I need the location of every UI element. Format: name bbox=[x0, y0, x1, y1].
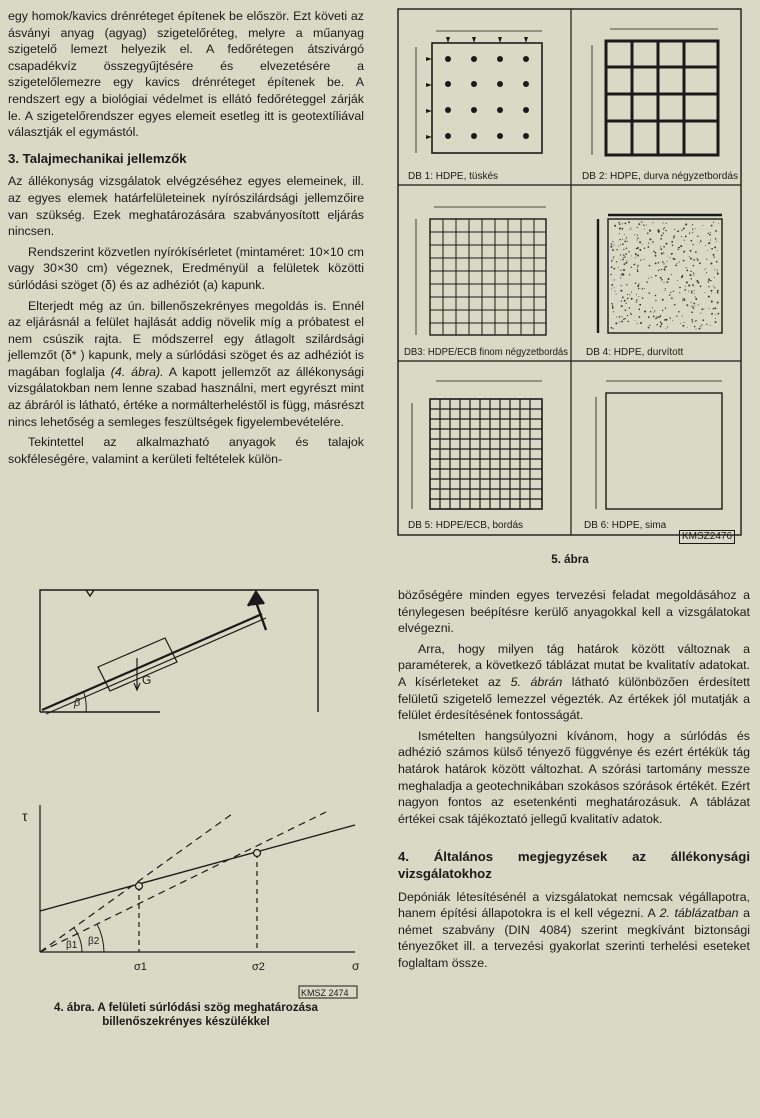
label-tau: τ bbox=[22, 808, 28, 824]
paragraph-parameters: Arra, hogy milyen tág határok között változnak a paraméterek, a következő táblázat mutat be kvalitatív adatokat. A kísérleteket az 5. ábrán látható különbözően érdesített felületű szigetelő lemezzel végezték. Az értékek jól mutatják a felület érdesítésének fontosságát. bbox=[398, 641, 750, 723]
paragraph-landfills: Depóniák létesítésénél a vizsgálatokat nemcsak végállapotra, hanem építési állapotokra is el kell végezni. A 2. táblázatban a német szabvány (DIN 4084) szerint megkívánt biztonsági tényezőket ill. a tervezési gyakorlat szerinti terhelési eseteket foglaltam össze. bbox=[398, 889, 750, 970]
right-text-column bbox=[398, 587, 750, 971]
dashed-line-1 bbox=[40, 814, 232, 952]
section-heading-3: 3. Talajmechanikai jellemzők bbox=[8, 150, 187, 166]
label-beta-1: β1 bbox=[66, 940, 78, 951]
paragraph-each-task: bözőségére minden egyes tervezési feladat megoldásához a ténylegesen beépítésre kerülő anyagokkal kell a vizsgálatokat elvégezni. bbox=[398, 588, 750, 636]
paragraph-shear-intro: Az állékonyság vizsgálatok elvégzéséhez egyes elemeinek, ill. az egyes elemek határfelületeinek nyírószilárdsági jellemzőire van szükség. Ezek meghatározására szabványosított eljárás nincsen. bbox=[8, 174, 364, 239]
panel-db1 bbox=[408, 31, 542, 182]
panel-db2 bbox=[582, 29, 738, 182]
intersection-point-1 bbox=[136, 883, 143, 890]
paragraph-tilt-box: Elterjedt még az ún. billenőszekrényes megoldás is. Ennél az eljárásnál a felület hajlását addig növelik míg a próbatest el nem csúszik rajta. E módszerrel egy átlagolt szilárdsági jellemzőt (δ* ) kapunk, mely a súrlódási szöget és az adhéziót is magában foglalja (4. ábra). A kapott jellemzőt az állékonysági vizsgálatokban nem lenne szabad használni, mert egyrészt mint az ábráról is látható, értéke a normálterheléstől is függ, másrészt nincs lehetőség a semleges feszültségek figyelembevételére. bbox=[8, 298, 365, 429]
figure-5-panels bbox=[396, 7, 746, 547]
solid-line bbox=[40, 825, 355, 911]
paragraph-direct-shear: Rendszerint közvetlen nyírókísérletet (mintaméret: 10×10 cm vagy 30×30 cm) végeznek, Eredményül a felületek közötti súrlódási szöget (δ) és az adhéziót (a) kapunk. bbox=[8, 244, 364, 292]
dashed-line-2 bbox=[40, 812, 326, 952]
label-sigma: σ bbox=[352, 959, 360, 973]
label-beta-2: β2 bbox=[88, 936, 100, 947]
left-text-column bbox=[8, 8, 364, 467]
panel-db4 bbox=[586, 215, 722, 358]
section-heading-4: 4. Általános megjegyzések az állékonysági vizsgálatokhoz bbox=[398, 849, 750, 881]
paragraph-drainage: egy homok/kavics drénréteget építenek be először. Ezt követi az ásványi anyag (agyag) szigetelőréteg, melyre a műanyag szigetelő lemezt helyezik el. A fedőrétegen átszivárgó csapadékvíz összegyűjtésére és elvezetésére a szigetelőlemezre egy kavics drénréteget építenek be. A rendszert egy a biológiai védelmet is ellátó fedőréteggel zárják le. A szigetelőrendszer egyes elemeit esetleg itt is geotextíliával választják el egymástól. bbox=[8, 9, 364, 140]
panel-db3 bbox=[404, 207, 568, 358]
paragraph-variety: Tekintettel az alkalmazható anyagok és talajok sokféleségére, valamint a kerületi feltételek külön- bbox=[8, 435, 364, 466]
beta-arc bbox=[84, 693, 86, 712]
figure-4-caption: 4. ábra. A felületi súrlódási szög meghatározása billenőszekrényes készülékkel bbox=[54, 1001, 318, 1028]
label-g: G bbox=[142, 673, 152, 687]
panel-db6 bbox=[584, 381, 722, 531]
intersection-point-2 bbox=[254, 850, 261, 857]
table-reference: 2. táblázatban bbox=[659, 906, 739, 921]
figure-reference-5: 5. ábrán bbox=[510, 674, 563, 689]
panel-db1-label: DB 1: HDPE, tüskés bbox=[408, 171, 499, 182]
figure-4-code: KMSZ 2474 bbox=[301, 988, 349, 998]
tilted-plate bbox=[42, 614, 262, 710]
paragraph-emphasis: Ismételten hangsúlyozni kívánom, hogy a súrlódás és adhézió számos külső tényező függvénye és ezért értékük tág határok határok között változhat. A szórási tartomány messze meghaladja a geotechnikában szokásos szórások értékét. Ezért nagyon fontos az esetenkénti meghatározásuk. A táblázat értékei csak tájékoztató jellegű kvalitatív adatok. bbox=[398, 728, 750, 826]
figure-reference: (4. ábra). bbox=[110, 364, 164, 379]
panel-db3-label: DB3: HDPE/ECB finom négyzetbordás bbox=[404, 347, 568, 358]
label-beta: β bbox=[74, 697, 81, 709]
panel-db6-label: DB 6: HDPE, sima bbox=[584, 520, 667, 531]
panel-db5-label: DB 5: HDPE/ECB, bordás bbox=[408, 520, 524, 531]
label-sigma-1: σ1 bbox=[134, 961, 147, 973]
figure-4-diagram bbox=[0, 582, 370, 1012]
panel-db2-label: DB 2: HDPE, durva négyzetbordás bbox=[582, 171, 738, 182]
figure-5-code: KMSZ2476 bbox=[679, 530, 735, 544]
panel-db5 bbox=[408, 381, 542, 531]
label-sigma-2: σ2 bbox=[252, 961, 265, 973]
water-mark bbox=[86, 590, 94, 596]
figure-5-caption: 5. ábra bbox=[551, 553, 589, 566]
panel-db4-label: DB 4: HDPE, durvított bbox=[586, 347, 684, 358]
